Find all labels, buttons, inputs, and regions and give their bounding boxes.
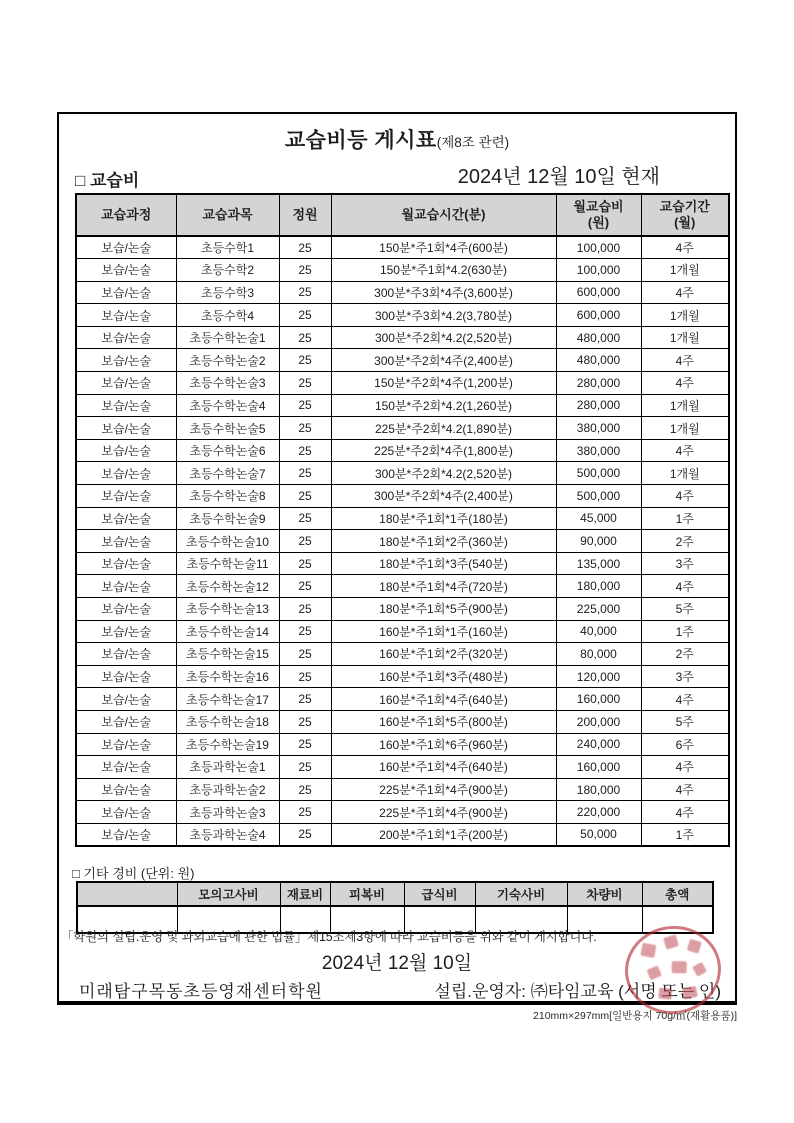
cell-subject: 초등수학논술10 [176,530,279,553]
cell-subject: 초등수학논술16 [176,665,279,688]
cell-monthly-fee: 380,000 [556,417,641,440]
cell-period: 4주 [641,801,729,824]
etc-col-header-dormitory: 기숙사비 [475,882,567,906]
cell-monthly-time: 300분*주3회*4주(3,600분) [331,281,556,304]
cell-subject: 초등수학논술18 [176,710,279,733]
cell-period: 5주 [641,710,729,733]
cell-capacity: 25 [279,372,331,395]
cell-capacity: 25 [279,756,331,779]
cell-monthly-fee: 240,000 [556,733,641,756]
cell-subject: 초등수학논술17 [176,688,279,711]
cell-monthly-fee: 180,000 [556,575,641,598]
cell-monthly-time: 150분*주2회*4.2(1,260분) [331,394,556,417]
fee-table-row [76,349,729,372]
cell-monthly-fee: 480,000 [556,326,641,349]
cell-period: 1주 [641,823,729,846]
etc-col-header-clothing: 피복비 [330,882,404,906]
cell-course: 보습/논술 [76,462,176,485]
fee-table-row [76,756,729,779]
cell-monthly-fee: 225,000 [556,598,641,621]
cell-capacity: 25 [279,417,331,440]
fee-table-row [76,462,729,485]
cell-monthly-time: 225분*주1회*4주(900분) [331,778,556,801]
cell-monthly-time: 160분*주1회*3주(480분) [331,665,556,688]
cell-subject: 초등수학논술11 [176,552,279,575]
cell-subject: 초등과학논술2 [176,778,279,801]
cell-monthly-fee: 45,000 [556,507,641,530]
cell-monthly-fee: 90,000 [556,530,641,553]
cell-course: 보습/논술 [76,372,176,395]
cell-subject: 초등수학논술7 [176,462,279,485]
cell-capacity: 25 [279,778,331,801]
cell-monthly-fee: 280,000 [556,372,641,395]
document-frame [57,112,737,1005]
cell-capacity: 25 [279,643,331,666]
cell-subject: 초등수학4 [176,304,279,327]
cell-monthly-fee: 160,000 [556,688,641,711]
cell-subject: 초등수학논술1 [176,326,279,349]
fee-table-row [76,439,729,462]
col-header-period [641,194,729,236]
col-header-monthly-time: 월교습시간(분) [331,194,556,236]
cell-course: 보습/논술 [76,778,176,801]
cell-monthly-time: 225분*주2회*4.2(1,890분) [331,417,556,440]
cell-period: 1주 [641,507,729,530]
cell-capacity: 25 [279,530,331,553]
cell-capacity: 25 [279,259,331,282]
cell-monthly-time: 300분*주2회*4.2(2,520분) [331,462,556,485]
cell-monthly-fee: 380,000 [556,439,641,462]
cell-capacity: 25 [279,801,331,824]
cell-course: 보습/논술 [76,665,176,688]
cell-capacity: 25 [279,281,331,304]
col-header-monthly-fee [556,194,641,236]
etc-col-header-vehicle: 차량비 [567,882,642,906]
cell-capacity: 25 [279,507,331,530]
col-header-period-line1: 교습기간 [659,198,710,214]
cell-subject: 초등수학논술13 [176,598,279,621]
cell-monthly-time: 160분*주1회*4주(640분) [331,688,556,711]
cell-course: 보습/논술 [76,598,176,621]
page-title-main: 교습비등 게시표 [284,129,437,152]
fee-table-row [76,281,729,304]
cell-monthly-time: 300분*주2회*4.2(2,520분) [331,326,556,349]
cell-capacity: 25 [279,485,331,508]
cell-monthly-time: 300분*주2회*4주(2,400분) [331,485,556,508]
cell-period: 6주 [641,733,729,756]
academy-name: 미래탐구목동초등영재센터학원 [79,982,323,1001]
cell-capacity: 25 [279,665,331,688]
cell-course: 보습/논술 [76,304,176,327]
cell-monthly-fee: 200,000 [556,710,641,733]
as-of-date: 2024년 12월 10일 현재 [457,166,660,188]
cell-monthly-time: 160분*주1회*4주(640분) [331,756,556,779]
cell-monthly-fee: 160,000 [556,756,641,779]
cell-capacity: 25 [279,349,331,372]
cell-subject: 초등수학논술8 [176,485,279,508]
cell-monthly-fee: 220,000 [556,801,641,824]
cell-period: 1개월 [641,326,729,349]
cell-capacity: 25 [279,439,331,462]
cell-capacity: 25 [279,326,331,349]
fee-table-row [76,665,729,688]
cell-period: 4주 [641,281,729,304]
cell-monthly-fee: 135,000 [556,552,641,575]
cell-monthly-time: 180분*주1회*4주(720분) [331,575,556,598]
fee-table-row [76,485,729,508]
fee-table-row [76,552,729,575]
cell-capacity: 25 [279,620,331,643]
cell-monthly-time: 160분*주1회*6주(960분) [331,733,556,756]
cell-monthly-time: 300분*주3회*4.2(3,780분) [331,304,556,327]
cell-course: 보습/논술 [76,710,176,733]
section-etc-expenses-label: □ 기타 경비 (단위: 원) [72,866,195,881]
cell-period: 4주 [641,756,729,779]
cell-course: 보습/논술 [76,507,176,530]
cell-course: 보습/논술 [76,394,176,417]
cell-capacity: 25 [279,394,331,417]
fee-table-header-row [76,194,729,236]
cell-period: 1개월 [641,394,729,417]
cell-subject: 초등수학논술19 [176,733,279,756]
fee-table-row [76,417,729,440]
tuition-fee-table [75,193,730,847]
cell-course: 보습/논술 [76,620,176,643]
cell-period: 1개월 [641,417,729,440]
cell-period: 4주 [641,688,729,711]
cell-course: 보습/논술 [76,439,176,462]
fee-table-row [76,259,729,282]
cell-monthly-time: 160분*주1회*5주(800분) [331,710,556,733]
cell-monthly-fee: 280,000 [556,394,641,417]
cell-monthly-time: 180분*주1회*2주(360분) [331,530,556,553]
cell-course: 보습/논술 [76,530,176,553]
cell-monthly-time: 160분*주1회*2주(320분) [331,643,556,666]
cell-course: 보습/논술 [76,733,176,756]
cell-course: 보습/논술 [76,552,176,575]
cell-period: 2주 [641,530,729,553]
fee-table-row [76,778,729,801]
fee-table-row [76,688,729,711]
fee-table-row [76,598,729,621]
fee-table-row [76,801,729,824]
fee-table-row [76,710,729,733]
cell-subject: 초등과학논술4 [176,823,279,846]
cell-monthly-time: 160분*주1회*1주(160분) [331,620,556,643]
fee-table-row [76,733,729,756]
fee-table-row [76,643,729,666]
cell-monthly-time: 200분*주1회*1주(200분) [331,823,556,846]
cell-subject: 초등수학논술3 [176,372,279,395]
cell-subject: 초등수학1 [176,236,279,259]
cell-subject: 초등수학논술14 [176,620,279,643]
fee-table-row [76,620,729,643]
cell-course: 보습/논술 [76,259,176,282]
cell-monthly-fee: 100,000 [556,236,641,259]
cell-period: 4주 [641,372,729,395]
page-title [59,124,735,154]
cell-course: 보습/논술 [76,236,176,259]
cell-monthly-time: 150분*주1회*4주(600분) [331,236,556,259]
cell-subject: 초등과학논술3 [176,801,279,824]
cell-course: 보습/논술 [76,756,176,779]
cell-capacity: 25 [279,598,331,621]
cell-monthly-fee: 80,000 [556,643,641,666]
fee-table-row [76,530,729,553]
section-tuition-label: □ 교습비 [75,171,140,190]
cell-period: 1개월 [641,304,729,327]
page-title-sub: (제8조 관련) [436,135,510,150]
cell-course: 보습/논술 [76,417,176,440]
cell-period: 3주 [641,552,729,575]
cell-monthly-time: 180분*주1회*1주(180분) [331,507,556,530]
cell-capacity: 25 [279,733,331,756]
cell-course: 보습/논술 [76,801,176,824]
cell-monthly-fee: 500,000 [556,485,641,508]
cell-course: 보습/논술 [76,643,176,666]
fee-table-row [76,575,729,598]
cell-period: 1주 [641,620,729,643]
cell-course: 보습/논술 [76,823,176,846]
etc-col-header-blank [77,882,177,906]
cell-course: 보습/논술 [76,281,176,304]
fee-table-row [76,507,729,530]
cell-capacity: 25 [279,575,331,598]
fee-table-row [76,236,729,259]
cell-monthly-time: 150분*주1회*4.2(630분) [331,259,556,282]
cell-capacity: 25 [279,688,331,711]
cell-period: 4주 [641,778,729,801]
etc-col-header-mock-exam: 모의고사비 [177,882,280,906]
etc-table-header-row [77,882,713,906]
cell-capacity: 25 [279,304,331,327]
cell-period: 4주 [641,236,729,259]
cell-capacity: 25 [279,236,331,259]
cell-period: 2주 [641,643,729,666]
cell-period: 1개월 [641,462,729,485]
cell-subject: 초등수학2 [176,259,279,282]
cell-monthly-time: 300분*주2회*4주(2,400분) [331,349,556,372]
etc-col-header-total: 총액 [642,882,713,906]
operator-signature-line: 설립.운영자: ㈜타임교육 (서명 또는 인) [434,982,721,1001]
cell-subject: 초등과학논술1 [176,756,279,779]
cell-period: 4주 [641,439,729,462]
cell-capacity: 25 [279,462,331,485]
fee-table-row [76,304,729,327]
fee-table-row [76,372,729,395]
paper-spec-note: 210mm×297mm[일반용지 70g/㎡(재활용품)] [533,1010,737,1022]
cell-course: 보습/논술 [76,688,176,711]
cell-monthly-time: 225분*주1회*4주(900분) [331,801,556,824]
fee-table-row [76,326,729,349]
cell-capacity: 25 [279,710,331,733]
cell-monthly-fee: 600,000 [556,281,641,304]
posting-date: 2024년 12월 10일 [321,953,473,974]
cell-monthly-time: 225분*주2회*4주(1,800분) [331,439,556,462]
cell-period: 4주 [641,349,729,372]
legal-statement: 「학원의 설립.운영 및 과외교습에 관한 법률」제15조제3항에 따라 교습비등을 위와 같이 게시합니다. [61,930,597,944]
cell-period: 1개월 [641,259,729,282]
cell-monthly-time: 180분*주1회*3주(540분) [331,552,556,575]
cell-subject: 초등수학논술6 [176,439,279,462]
cell-monthly-fee: 480,000 [556,349,641,372]
cell-monthly-time: 150분*주2회*4주(1,200분) [331,372,556,395]
fee-table-row [76,823,729,846]
cell-subject: 초등수학논술15 [176,643,279,666]
cell-subject: 초등수학논술4 [176,394,279,417]
cell-subject: 초등수학논술5 [176,417,279,440]
cell-capacity: 25 [279,823,331,846]
cell-monthly-fee: 120,000 [556,665,641,688]
cell-period: 5주 [641,598,729,621]
cell-monthly-fee: 500,000 [556,462,641,485]
etc-col-header-materials: 재료비 [280,882,330,906]
cell-monthly-fee: 600,000 [556,304,641,327]
cell-course: 보습/논술 [76,485,176,508]
etc-col-header-meals: 급식비 [404,882,475,906]
cell-subject: 초등수학논술12 [176,575,279,598]
cell-subject: 초등수학논술9 [176,507,279,530]
cell-period: 4주 [641,575,729,598]
col-header-monthly-fee-line2: (원) [587,215,610,230]
cell-monthly-fee: 100,000 [556,259,641,282]
cell-course: 보습/논술 [76,326,176,349]
col-header-course: 교습과정 [76,194,176,236]
cell-course: 보습/논술 [76,349,176,372]
cell-capacity: 25 [279,552,331,575]
cell-course: 보습/논술 [76,575,176,598]
cell-period: 4주 [641,485,729,508]
fee-table-row [76,394,729,417]
cell-subject: 초등수학3 [176,281,279,304]
cell-monthly-fee: 40,000 [556,620,641,643]
col-header-monthly-fee-line1: 월교습비 [573,198,624,214]
cell-monthly-fee: 50,000 [556,823,641,846]
col-header-period-line2: (월) [674,215,696,230]
cell-monthly-time: 180분*주1회*5주(900분) [331,598,556,621]
cell-period: 3주 [641,665,729,688]
cell-subject: 초등수학논술2 [176,349,279,372]
col-header-subject: 교습과목 [176,194,279,236]
cell-monthly-fee: 180,000 [556,778,641,801]
col-header-capacity: 정원 [279,194,331,236]
